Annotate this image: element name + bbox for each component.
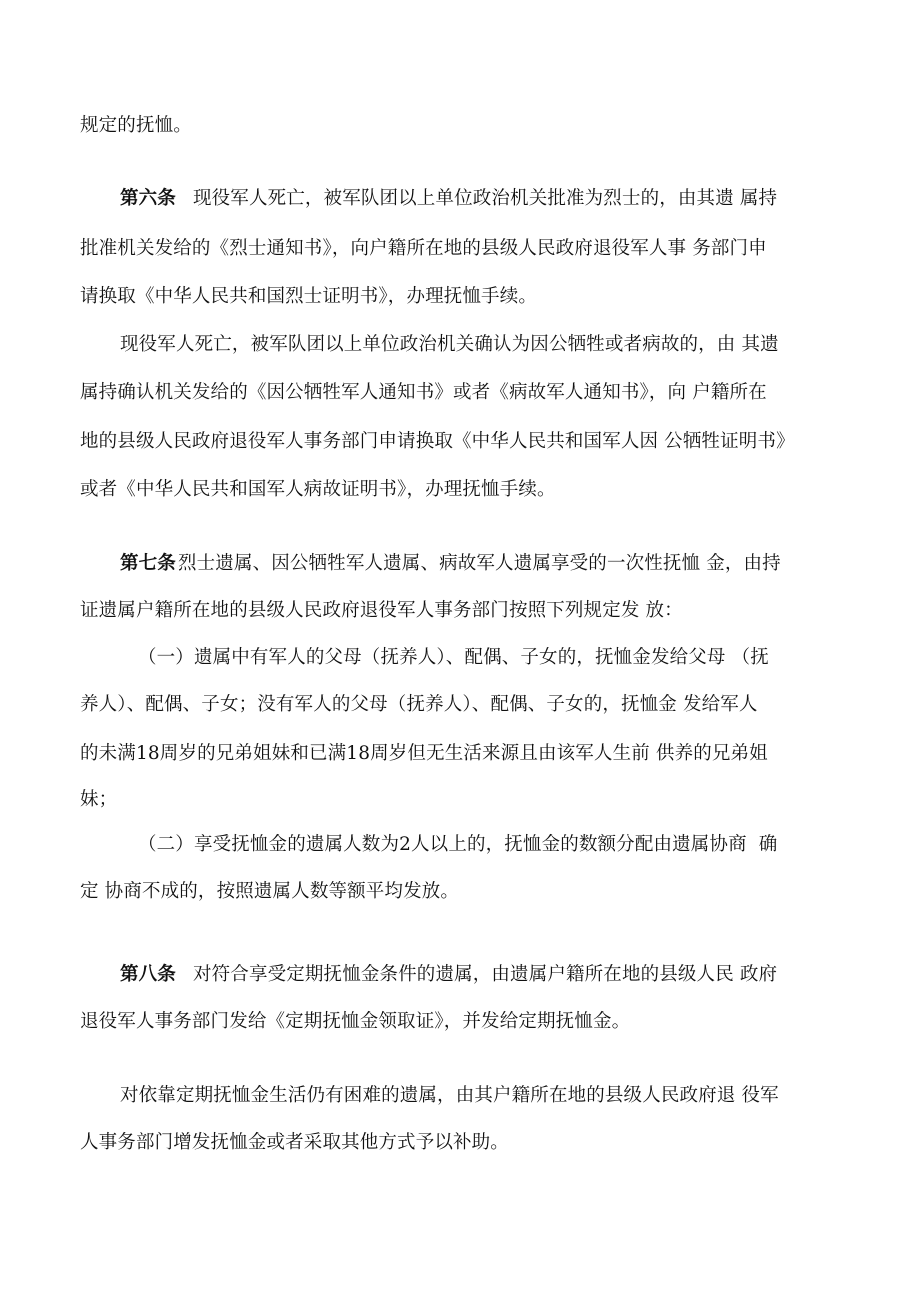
article-7-line: 证遗属户籍所在地的县级人民政府退役军人事务部门按照下列规定发 放： [80, 600, 683, 621]
article-8-paragraph-line: 对依靠定期抚恤金生活仍有困难的遗属，由其户籍所在地的县级人民政府退 役军 [120, 1085, 779, 1106]
article-8-heading: 第八条 [120, 964, 176, 985]
article-6-line: 请换取《中华人民共和国烈士证明书》，办理抚恤手续。 [80, 286, 538, 307]
article-6-line: 批准机关发给的《烈士通知书》，向户籍所在地的县级人民政府退役军人事 务部门申 [80, 238, 767, 259]
article-7-item-line: 的未满18周岁的兄弟姐妹和已满18周岁但无生活来源且由该军人生前 供养的兄弟姐 [80, 743, 768, 764]
article-8-line: 对符合享受定期抚恤金条件的遗属，由遗属户籍所在地的县级人民 政府 [193, 964, 778, 985]
article-8-paragraph-line: 人事务部门增发抚恤金或者采取其他方式予以补助。 [80, 1132, 509, 1153]
article-6-paragraph-line: 地的县级人民政府退役军人事务部门申请换取《中华人民共和国军人因 公牺牲证明书》 [80, 431, 795, 452]
article-8-line: 退役军人事务部门发给《定期抚恤金领取证》，并发给定期抚恤金。 [80, 1011, 631, 1032]
continuation-line: 规定的抚恤。 [80, 115, 192, 136]
article-6-heading: 第六条 [120, 188, 176, 209]
article-7-item-line: 定 协商不成的，按照遗属人数等额平均发放。 [80, 881, 460, 902]
article-7-item-line: 养人）、配偶、子女；没有军人的父母（抚养人）、配偶、子女的，抚恤金 发给军人 [80, 694, 758, 715]
article-6-line: 现役军人死亡，被军队团以上单位政治机关批准为烈士的，由其遗 属持 [193, 188, 778, 209]
article-7-heading: 第七条 [120, 553, 176, 574]
article-7-line: 烈士遗属、因公牺牲军人遗属、病故军人遗属享受的一次性抚恤 金，由持 [178, 553, 781, 574]
article-7-item-line: 妹； [80, 789, 118, 810]
article-6-paragraph-line: 现役军人死亡，被军队团以上单位政治机关确认为因公牺牲或者病故的，由 其遗 [120, 334, 779, 355]
article-7-item-line: （一）遗属中有军人的父母（抚养人）、配偶、子女的，抚恤金发给父母 （抚 [138, 647, 769, 668]
article-6-paragraph-line: 属持确认机关发给的《因公牺牲军人通知书》或者《病故军人通知书》，向 户籍所在 [80, 382, 767, 403]
article-6-paragraph-line: 或者《中华人民共和国军人病故证明书》，办理抚恤手续。 [80, 479, 556, 500]
article-7-item-line: （二）享受抚恤金的遗属人数为2人以上的，抚恤金的数额分配由遗属协商 确 [138, 834, 778, 855]
